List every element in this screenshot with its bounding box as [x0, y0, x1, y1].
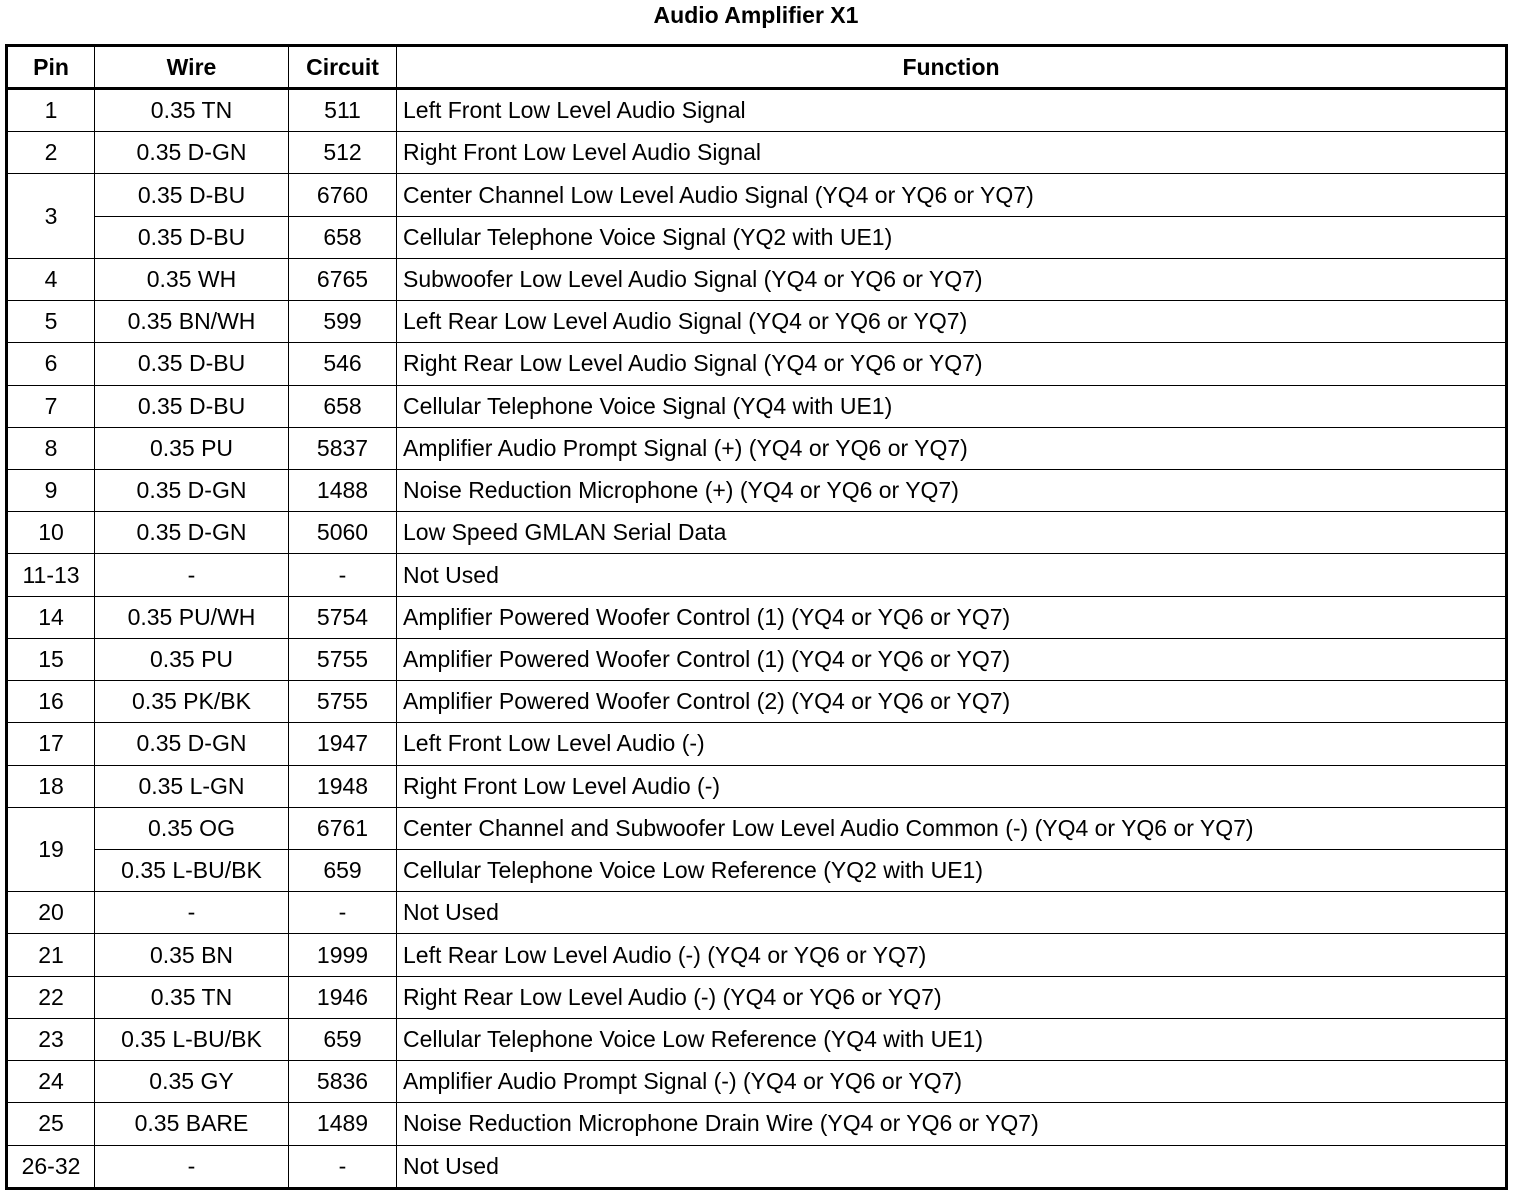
- function-cell: Cellular Telephone Voice Low Reference (YQ2 with UE1): [397, 849, 1507, 891]
- circuit-cell: 599: [289, 301, 397, 343]
- circuit-cell: 1948: [289, 765, 397, 807]
- wire-cell: 0.35 D-BU: [95, 174, 289, 216]
- circuit-cell: 5060: [289, 512, 397, 554]
- circuit-cell: 5754: [289, 596, 397, 638]
- connector-pinout-table: [5, 44, 1508, 1190]
- table-row: [7, 934, 1507, 976]
- function-cell: Amplifier Powered Woofer Control (2) (YQ4 or YQ6 or YQ7): [397, 681, 1507, 723]
- table-row: [7, 807, 1507, 849]
- pin-cell: 25: [7, 1103, 95, 1145]
- wire-cell: -: [95, 554, 289, 596]
- pin-cell: 14: [7, 596, 95, 638]
- pin-cell: 6: [7, 343, 95, 385]
- table-row: [7, 258, 1507, 300]
- table-row: [7, 1061, 1507, 1103]
- function-cell: Left Front Low Level Audio Signal: [397, 89, 1507, 132]
- function-cell: Not Used: [397, 892, 1507, 934]
- wire-cell: -: [95, 892, 289, 934]
- pin-cell: 1: [7, 89, 95, 132]
- table-row: [7, 1103, 1507, 1145]
- table-row: [7, 554, 1507, 596]
- wire-cell: 0.35 D-BU: [95, 385, 289, 427]
- wire-cell: 0.35 D-BU: [95, 216, 289, 258]
- table-row: [7, 596, 1507, 638]
- pin-cell: 10: [7, 512, 95, 554]
- circuit-cell: 6761: [289, 807, 397, 849]
- table-row: [7, 976, 1507, 1018]
- function-cell: Left Rear Low Level Audio (-) (YQ4 or YQ6 or YQ7): [397, 934, 1507, 976]
- circuit-cell: 5755: [289, 681, 397, 723]
- function-cell: Right Front Low Level Audio Signal: [397, 132, 1507, 174]
- pin-cell: 2: [7, 132, 95, 174]
- pin-cell: 26-32: [7, 1145, 95, 1189]
- wire-cell: 0.35 D-BU: [95, 343, 289, 385]
- circuit-cell: 659: [289, 1018, 397, 1060]
- function-cell: Left Rear Low Level Audio Signal (YQ4 or YQ6 or YQ7): [397, 301, 1507, 343]
- pin-cell: 23: [7, 1018, 95, 1060]
- function-cell: Amplifier Audio Prompt Signal (+) (YQ4 or YQ6 or YQ7): [397, 427, 1507, 469]
- function-cell: Left Front Low Level Audio (-): [397, 723, 1507, 765]
- wire-cell: 0.35 D-GN: [95, 132, 289, 174]
- circuit-cell: -: [289, 892, 397, 934]
- circuit-cell: 5836: [289, 1061, 397, 1103]
- circuit-cell: 6760: [289, 174, 397, 216]
- wire-cell: 0.35 D-GN: [95, 470, 289, 512]
- circuit-cell: 6765: [289, 258, 397, 300]
- circuit-cell: 1488: [289, 470, 397, 512]
- wire-cell: 0.35 BN/WH: [95, 301, 289, 343]
- pin-cell: 24: [7, 1061, 95, 1103]
- function-cell: Noise Reduction Microphone Drain Wire (YQ4 or YQ6 or YQ7): [397, 1103, 1507, 1145]
- table-row: [7, 681, 1507, 723]
- wire-cell: 0.35 L-BU/BK: [95, 849, 289, 891]
- wire-cell: 0.35 PK/BK: [95, 681, 289, 723]
- circuit-cell: 5837: [289, 427, 397, 469]
- table-row: [7, 385, 1507, 427]
- circuit-cell: 1999: [289, 934, 397, 976]
- pin-cell: 3: [7, 174, 95, 258]
- circuit-cell: 1946: [289, 976, 397, 1018]
- table-row: [7, 89, 1507, 132]
- pin-cell: 16: [7, 681, 95, 723]
- pin-cell: 17: [7, 723, 95, 765]
- function-cell: Not Used: [397, 1145, 1507, 1189]
- circuit-cell: 1489: [289, 1103, 397, 1145]
- pin-cell: 8: [7, 427, 95, 469]
- circuit-cell: 659: [289, 849, 397, 891]
- function-cell: Cellular Telephone Voice Signal (YQ2 with UE1): [397, 216, 1507, 258]
- column-header-function: Function: [397, 46, 1507, 89]
- table-row: [7, 132, 1507, 174]
- pin-cell: 18: [7, 765, 95, 807]
- circuit-cell: 1947: [289, 723, 397, 765]
- pin-cell: 21: [7, 934, 95, 976]
- function-cell: Center Channel and Subwoofer Low Level Audio Common (-) (YQ4 or YQ6 or YQ7): [397, 807, 1507, 849]
- wire-cell: 0.35 L-GN: [95, 765, 289, 807]
- function-cell: Cellular Telephone Voice Signal (YQ4 with UE1): [397, 385, 1507, 427]
- pin-cell: 5: [7, 301, 95, 343]
- function-cell: Amplifier Audio Prompt Signal (-) (YQ4 or YQ6 or YQ7): [397, 1061, 1507, 1103]
- function-cell: Cellular Telephone Voice Low Reference (YQ4 with UE1): [397, 1018, 1507, 1060]
- wire-cell: 0.35 TN: [95, 89, 289, 132]
- function-cell: Noise Reduction Microphone (+) (YQ4 or YQ6 or YQ7): [397, 470, 1507, 512]
- function-cell: Amplifier Powered Woofer Control (1) (YQ4 or YQ6 or YQ7): [397, 596, 1507, 638]
- table-row: [7, 849, 1507, 891]
- circuit-cell: 5755: [289, 638, 397, 680]
- pin-cell: 7: [7, 385, 95, 427]
- function-cell: Not Used: [397, 554, 1507, 596]
- circuit-cell: 512: [289, 132, 397, 174]
- function-cell: Right Rear Low Level Audio Signal (YQ4 or YQ6 or YQ7): [397, 343, 1507, 385]
- table-row: [7, 301, 1507, 343]
- column-header-circuit: Circuit: [289, 46, 397, 89]
- table-row: [7, 343, 1507, 385]
- circuit-cell: -: [289, 1145, 397, 1189]
- wire-cell: 0.35 GY: [95, 1061, 289, 1103]
- table-body: [7, 89, 1507, 1189]
- pin-cell: 11-13: [7, 554, 95, 596]
- table-row: [7, 765, 1507, 807]
- wire-cell: 0.35 BARE: [95, 1103, 289, 1145]
- function-cell: Subwoofer Low Level Audio Signal (YQ4 or YQ6 or YQ7): [397, 258, 1507, 300]
- circuit-cell: 546: [289, 343, 397, 385]
- wire-cell: 0.35 D-GN: [95, 512, 289, 554]
- wire-cell: 0.35 PU: [95, 427, 289, 469]
- document-title: Audio Amplifier X1: [653, 2, 859, 28]
- column-header-wire: Wire: [95, 46, 289, 89]
- wire-cell: 0.35 TN: [95, 976, 289, 1018]
- pin-cell: 15: [7, 638, 95, 680]
- circuit-cell: 658: [289, 216, 397, 258]
- function-cell: Amplifier Powered Woofer Control (1) (YQ4 or YQ6 or YQ7): [397, 638, 1507, 680]
- pin-cell: 22: [7, 976, 95, 1018]
- wire-cell: -: [95, 1145, 289, 1189]
- pin-cell: 9: [7, 470, 95, 512]
- wire-cell: 0.35 WH: [95, 258, 289, 300]
- table-row: [7, 512, 1507, 554]
- table-row: [7, 427, 1507, 469]
- table-row: [7, 638, 1507, 680]
- table-row: [7, 1145, 1507, 1189]
- table-row: [7, 174, 1507, 216]
- table-row: [7, 216, 1507, 258]
- pin-cell: 4: [7, 258, 95, 300]
- function-cell: Center Channel Low Level Audio Signal (YQ4 or YQ6 or YQ7): [397, 174, 1507, 216]
- table-row: [7, 892, 1507, 934]
- wire-cell: 0.35 PU: [95, 638, 289, 680]
- circuit-cell: 658: [289, 385, 397, 427]
- wire-cell: 0.35 D-GN: [95, 723, 289, 765]
- table-row: [7, 1018, 1507, 1060]
- table-row: [7, 723, 1507, 765]
- pin-cell: 20: [7, 892, 95, 934]
- function-cell: Low Speed GMLAN Serial Data: [397, 512, 1507, 554]
- table-row: [7, 470, 1507, 512]
- wire-cell: 0.35 BN: [95, 934, 289, 976]
- wire-cell: 0.35 L-BU/BK: [95, 1018, 289, 1060]
- circuit-cell: -: [289, 554, 397, 596]
- table-header-row: [7, 46, 1507, 89]
- circuit-cell: 511: [289, 89, 397, 132]
- wire-cell: 0.35 OG: [95, 807, 289, 849]
- column-header-pin: Pin: [7, 46, 95, 89]
- function-cell: Right Rear Low Level Audio (-) (YQ4 or YQ6 or YQ7): [397, 976, 1507, 1018]
- function-cell: Right Front Low Level Audio (-): [397, 765, 1507, 807]
- pin-cell: 19: [7, 807, 95, 891]
- wire-cell: 0.35 PU/WH: [95, 596, 289, 638]
